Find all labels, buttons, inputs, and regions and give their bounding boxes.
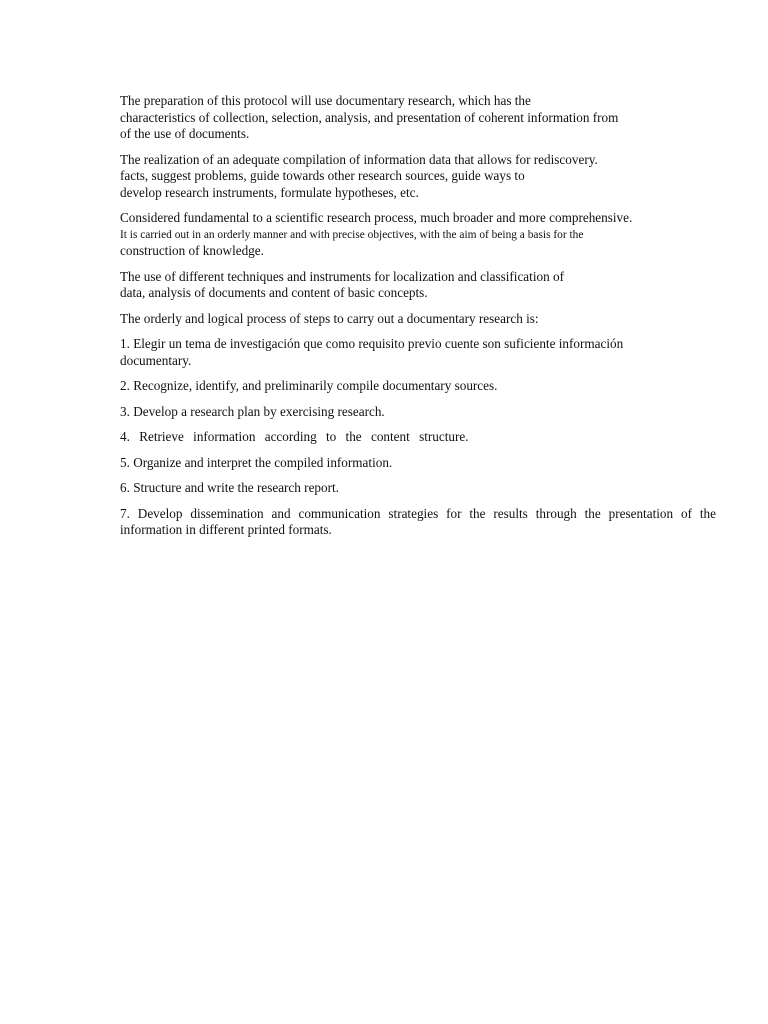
text-line: The orderly and logical process of steps to carry out a documentary research is:: [120, 310, 539, 326]
text-line: The preparation of this protocol will use documentary research, which has the: [120, 93, 531, 108]
text-line: The realization of an adequate compilation of information data that allows for rediscovery.: [120, 151, 598, 167]
techniques-paragraph: [120, 269, 716, 302]
text-line: documentary.: [120, 352, 192, 368]
process-intro-paragraph: [120, 311, 716, 328]
intro-paragraph: [120, 93, 716, 143]
text-line: characteristics of collection, selection, analysis, and presentation of coherent information from: [120, 109, 619, 125]
text-line: 5. Organize and interpret the compiled information.: [120, 454, 393, 470]
step-item: [120, 455, 716, 472]
text-line: construction of knowledge.: [120, 243, 264, 258]
text-line: data, analysis of documents and content of basic concepts.: [120, 285, 428, 300]
step-item: 7. Develop dissemination and communication strategies for the results through the presentation of the information in different printed formats.: [120, 505, 716, 537]
text-line: 1. Elegir un tema de investigación que como requisito previo cuente son suficiente información: [120, 336, 624, 351]
text-line: 3. Develop a research plan by exercising research.: [120, 403, 385, 419]
step-item: [120, 336, 716, 369]
text-line: of the use of documents.: [120, 126, 250, 141]
text-line: 4. Retrieve information according to the content structure.: [120, 429, 469, 444]
fundamental-paragraph: [120, 210, 716, 260]
text-line: The use of different techniques and instruments for localization and classification of: [120, 268, 564, 284]
text-line: It is carried out in an orderly manner and with precise objectives, with the aim of being a basis for the: [120, 228, 584, 241]
text-line: facts, suggest problems, guide towards other research sources, guide ways to: [120, 168, 525, 183]
compilation-paragraph: [120, 152, 716, 202]
step-item: [120, 480, 716, 497]
text-line: Considered fundamental to a scientific research process, much broader and more comprehensive.: [120, 210, 633, 225]
text-line: develop research instruments, formulate hypotheses, etc.: [120, 184, 419, 200]
step-item: [120, 378, 716, 395]
step-item: [120, 429, 716, 446]
text-line: 2. Recognize, identify, and preliminarily compile documentary sources.: [120, 378, 498, 393]
step-item: [120, 404, 716, 421]
text-line: 6. Structure and write the research report.: [120, 480, 339, 495]
